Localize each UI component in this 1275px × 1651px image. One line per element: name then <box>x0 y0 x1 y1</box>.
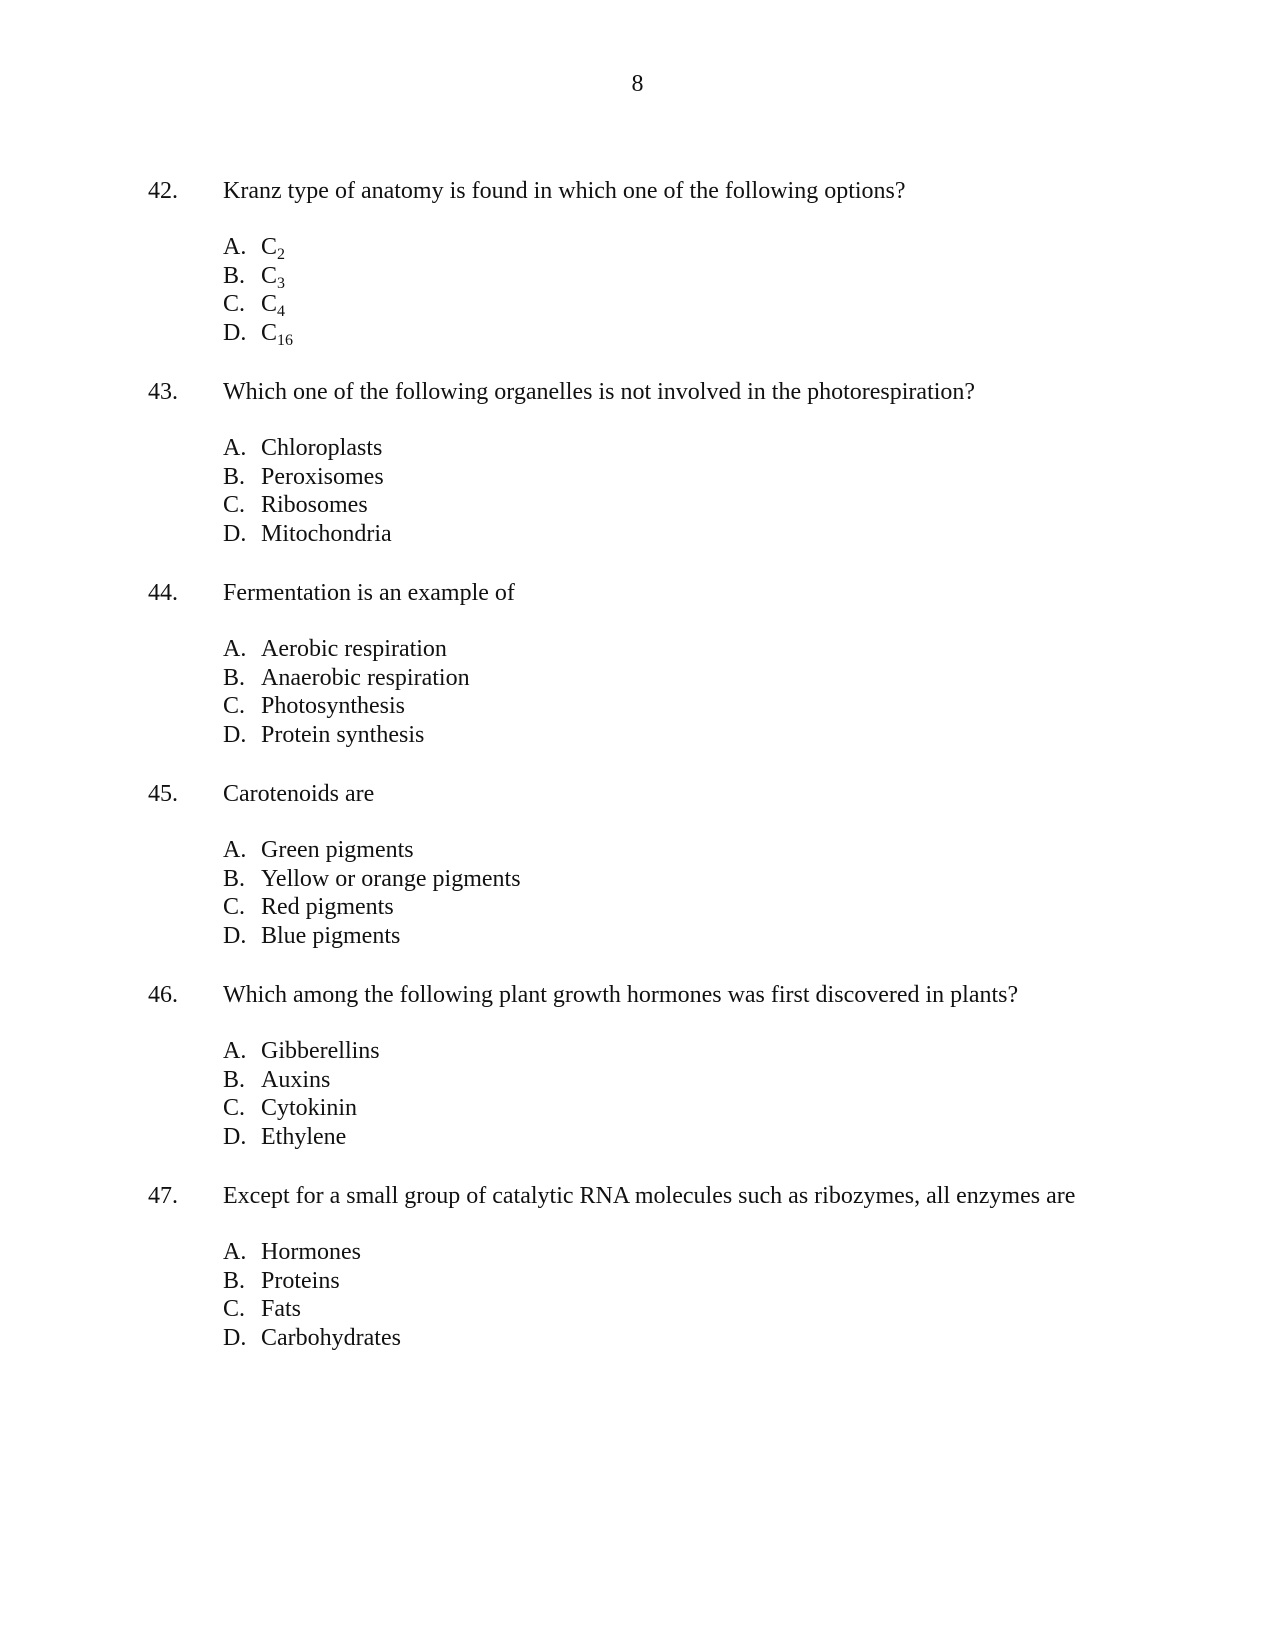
option-letter: D. <box>223 722 247 749</box>
option-letter: B. <box>223 664 246 691</box>
option-c <box>223 692 470 721</box>
option-letter: C. <box>223 693 246 720</box>
option-text: Cytokinin <box>261 1095 358 1122</box>
question-text: Fermentation is an example of <box>223 580 515 606</box>
option-text: Photosynthesis <box>261 693 406 720</box>
option-text: Anaerobic respiration <box>261 664 470 691</box>
option-text: Proteins <box>261 1267 340 1294</box>
option-a <box>223 635 470 664</box>
option-c <box>223 893 521 922</box>
option-c <box>223 290 293 319</box>
question-42 <box>0 176 1275 377</box>
option-d <box>223 1123 380 1152</box>
option-d <box>223 922 521 951</box>
option-letter: D. <box>223 1325 247 1352</box>
option-b <box>223 262 293 291</box>
option-letter: A. <box>223 1038 247 1064</box>
question-47 <box>0 1181 1275 1382</box>
option-base: C <box>261 291 278 318</box>
option-letter: B. <box>223 463 246 490</box>
question-43 <box>0 377 1275 578</box>
question-text: Which among the following plant growth hormones was first discovered in plants? <box>223 982 1019 1008</box>
option-b <box>223 664 470 693</box>
option-c <box>223 491 392 520</box>
option-a <box>223 233 293 262</box>
option-text: Chloroplasts <box>261 435 383 461</box>
option-subscript: 2 <box>277 246 286 263</box>
option-d <box>223 1324 401 1353</box>
option-letter: A. <box>223 234 247 260</box>
option-letter: C. <box>223 894 246 921</box>
option-list <box>223 233 293 348</box>
option-text: Carbohydrates <box>261 1325 401 1352</box>
option-text: Green pigments <box>261 837 414 863</box>
option-letter: D. <box>223 1124 247 1151</box>
option-subscript: 4 <box>277 303 286 321</box>
option-letter: A. <box>223 1239 247 1265</box>
option-letter: A. <box>223 636 247 662</box>
option-text: Blue pigments <box>261 923 401 950</box>
option-subscript: 3 <box>277 274 286 292</box>
option-list <box>223 836 521 951</box>
option-d <box>223 520 392 549</box>
option-text: Gibberellins <box>261 1038 380 1064</box>
option-list <box>223 1037 380 1152</box>
question-text: Which one of the following organelles is not involved in the photorespiration? <box>223 379 976 405</box>
option-letter: C. <box>223 291 246 318</box>
option-text: Mitochondria <box>261 521 392 548</box>
option-text: Fats <box>261 1296 302 1323</box>
option-a <box>223 1238 401 1267</box>
question-number: 45. <box>148 781 178 807</box>
option-letter: C. <box>223 1296 246 1323</box>
option-text: Ribosomes <box>261 492 368 519</box>
option-text: Hormones <box>261 1239 361 1265</box>
option-b <box>223 463 392 492</box>
option-letter: C. <box>223 1095 246 1122</box>
option-b <box>223 865 521 894</box>
question-number: 42. <box>148 178 178 204</box>
option-text: Auxins <box>261 1066 331 1093</box>
question-text: Carotenoids are <box>223 781 375 807</box>
option-letter: C. <box>223 492 246 519</box>
option-d <box>223 319 293 348</box>
option-b <box>223 1267 401 1296</box>
page-number: 8 <box>631 71 644 97</box>
option-letter: B. <box>223 1267 246 1294</box>
option-base: C <box>261 262 278 289</box>
question-text: Kranz type of anatomy is found in which one of the following options? <box>223 178 906 204</box>
question-44 <box>0 578 1275 779</box>
option-letter: B. <box>223 1066 246 1093</box>
question-number: 47. <box>148 1183 178 1209</box>
option-letter: A. <box>223 435 247 461</box>
option-base: C <box>261 320 278 347</box>
option-letter: D. <box>223 521 247 548</box>
option-text: Yellow or orange pigments <box>261 865 521 892</box>
option-base: C <box>261 234 278 260</box>
option-b <box>223 1066 380 1095</box>
question-46 <box>0 980 1275 1181</box>
option-list <box>223 635 470 750</box>
option-letter: D. <box>223 923 247 950</box>
option-a <box>223 434 392 463</box>
question-text: Except for a small group of catalytic RNA molecules such as ribozymes, all enzymes are <box>223 1183 1076 1209</box>
option-text: Peroxisomes <box>261 463 384 490</box>
option-c <box>223 1295 401 1324</box>
option-letter: D. <box>223 320 247 347</box>
option-subscript: 16 <box>277 332 294 350</box>
option-letter: B. <box>223 262 246 289</box>
option-text: Red pigments <box>261 894 394 921</box>
option-list <box>223 434 392 549</box>
option-letter: A. <box>223 837 247 863</box>
option-c <box>223 1094 380 1123</box>
option-list <box>223 1238 401 1353</box>
question-list <box>0 176 1275 1382</box>
option-text: Protein synthesis <box>261 722 425 749</box>
question-number: 46. <box>148 982 178 1008</box>
option-d <box>223 721 470 750</box>
option-text: Aerobic respiration <box>261 636 447 662</box>
question-number: 43. <box>148 379 178 405</box>
option-letter: B. <box>223 865 246 892</box>
question-45 <box>0 779 1275 980</box>
option-a <box>223 1037 380 1066</box>
option-a <box>223 836 521 865</box>
option-text: Ethylene <box>261 1124 347 1151</box>
question-number: 44. <box>148 580 178 606</box>
